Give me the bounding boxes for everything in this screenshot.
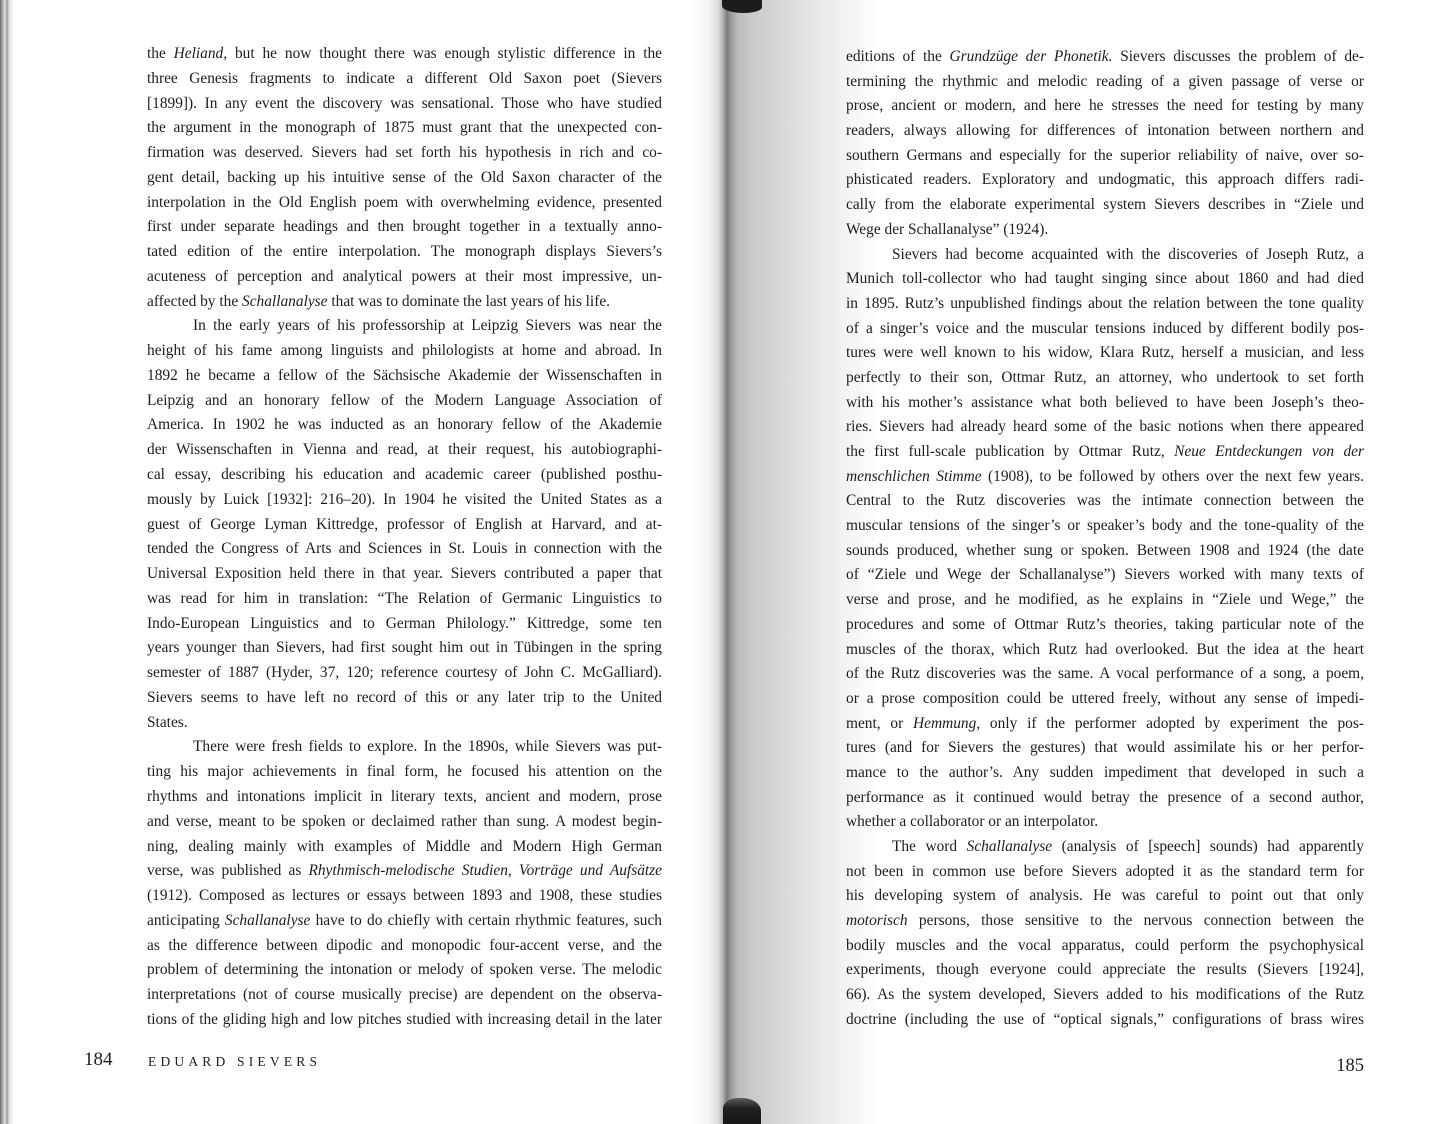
text-line [147, 785, 662, 810]
text-line [147, 562, 662, 587]
text-line [846, 662, 1364, 687]
text-run: phisticated readers. Exploratory and undogmatic, this approach differs radi- [846, 171, 1364, 189]
text-line [846, 687, 1364, 712]
text-line [147, 364, 662, 389]
text-line [846, 860, 1364, 885]
text-line [846, 810, 1364, 835]
text-line [147, 810, 662, 835]
italic-text-run: motorisch [846, 912, 908, 930]
text-line [147, 463, 662, 488]
text-run: In the early years of his professorship at Leipzig Sievers was near the [193, 317, 662, 335]
text-line [846, 292, 1364, 317]
running-head: EDUARD SIEVERS [148, 1054, 322, 1069]
text-line [846, 958, 1364, 983]
text-line [147, 859, 662, 884]
text-run: semester of 1887 (Hyder, 37, 120; reference courtesy of John C. McGalliard). [147, 664, 662, 682]
text-run: with his mother’s assistance what both believed to have been Joseph’s theo- [846, 393, 1364, 411]
italic-text-run: Rhythmisch-melodische Studien, Vorträge und Aufsätze [308, 862, 662, 880]
text-line [147, 141, 662, 166]
text-run: readers, always allowing for differences of intonation between northern and [846, 122, 1364, 140]
text-line [846, 341, 1364, 366]
text-line [846, 45, 1364, 70]
text-line [147, 339, 662, 364]
text-line [147, 760, 662, 785]
text-run: rhythms and intonations implicit in literary texts, ancient and modern, prose [147, 787, 662, 805]
text-run: of a singer’s voice and the muscular tensions induced by different bodily pos- [846, 319, 1364, 337]
text-line [147, 958, 662, 983]
text-line [147, 240, 662, 265]
text-run: the [147, 45, 174, 62]
text-run: first under separate headings and then brought together in a textually anno- [147, 218, 662, 236]
text-line [846, 613, 1364, 638]
text-line [147, 166, 662, 191]
text-run: anticipating [147, 911, 225, 929]
page-number-left: 184 [84, 1049, 113, 1070]
text-run: that was to dominate the last years of his life. [327, 292, 611, 310]
text-run: affected by the [147, 292, 243, 310]
text-run: interpolation in the Old English poem with overwhelming evidence, presented [147, 193, 662, 211]
italic-text-run: Neue Entdeckungen von der [1174, 443, 1364, 460]
text-run: only if the performer adopted by experiment the pos- [980, 714, 1364, 732]
text-line [147, 215, 662, 240]
text-run: was read for him in translation: “The Relation of Germanic Linguistics to [147, 589, 662, 607]
text-line [147, 389, 662, 414]
text-run: procedures and some of Ottmar Rutz’s theories, taking particular note of the [846, 615, 1364, 633]
text-run: 66). As the system developed, Sievers added to his modifications of the Rutz [846, 986, 1364, 1004]
text-line [846, 786, 1364, 811]
text-run: his developing system of analysis. He was careful to point out that only [846, 887, 1364, 905]
text-line [147, 1008, 662, 1033]
text-line [147, 711, 662, 736]
text-line [147, 835, 662, 860]
text-run: 1892 he became a fellow of the Sächsische Akademie der Wissenschaften in [147, 366, 662, 384]
text-run: cal essay, describing his education and academic career (published posthu- [147, 466, 662, 484]
text-run: Munich toll-collector who had taught singing since about 1860 and had died [846, 270, 1364, 288]
text-run: whether a collaborator or an interpolator. [846, 813, 1099, 831]
text-run: prose, ancient or modern, and here he stresses the need for testing by many [846, 97, 1364, 115]
text-run: editions of the [846, 48, 950, 65]
text-line [846, 218, 1364, 243]
text-run: States. [147, 713, 188, 731]
text-run: three Genesis fragments to indicate a different Old Saxon poet (Sievers [147, 69, 662, 87]
text-run: but he now thought there was enough stylistic difference in the [227, 45, 662, 62]
text-run: Sievers seems to have left no record of this or any later trip to the United [147, 688, 662, 706]
text-run: tures were well known to his widow, Klara Rutz, herself a musician, and less [846, 344, 1364, 362]
page-number-right: 185 [1336, 1056, 1364, 1076]
text-line [846, 193, 1364, 218]
text-line [846, 835, 1364, 860]
text-run: in 1895. Rutz’s unpublished findings about the relation between the tone quality [846, 294, 1364, 312]
text-line [147, 612, 662, 637]
text-run: ning, dealing mainly with examples of Middle and Modern High German [147, 837, 662, 855]
text-line [147, 537, 662, 562]
text-run: cally from the elaborate experimental system Sievers describes in “Ziele und [846, 196, 1364, 214]
text-run: Indo-European Linguistics and to German Philology.” Kittredge, some ten [147, 614, 662, 632]
binding-fold-top [722, 0, 762, 13]
text-run: have to do chiefly with certain rhythmic features, such [310, 911, 662, 929]
text-run: acuteness of perception and analytical powers at their most impressive, un- [147, 267, 662, 285]
text-run: (1908), to be followed by others over the next few years. [981, 467, 1364, 485]
text-run: ries. Sievers had already heard some of the basic notions when there appeared [846, 418, 1364, 436]
binding-fold-bottom [723, 1098, 761, 1124]
text-run: height of his fame among linguists and philologists at home and abroad. In [147, 342, 662, 360]
text-line [846, 761, 1364, 786]
text-run: the argument in the monograph of 1875 must grant that the unexpected con- [147, 119, 662, 137]
text-run: gent detail, backing up his intuitive sense of the Old Saxon character of the [147, 168, 662, 186]
text-run: doctrine (including the use of “optical signals,” configurations of brass wires [846, 1010, 1364, 1028]
text-line [147, 438, 662, 463]
text-line [846, 884, 1364, 909]
text-line [846, 70, 1364, 95]
text-run: the first full-scale publication by Ottmar Rutz, [846, 443, 1175, 460]
left-page-body [147, 42, 662, 1033]
text-line [147, 983, 662, 1008]
text-line [846, 539, 1364, 564]
text-line [846, 267, 1364, 292]
text-run: Wege der Schallanalyse” (1924). [846, 220, 1049, 238]
text-run: Central to the Rutz discoveries was the intimate connection between the [846, 492, 1364, 510]
text-run: muscles of the thorax, which Rutz had overlooked. But the idea at the heart [846, 640, 1364, 658]
text-run: Universal Exposition held there in that year. Sievers contributed a paper that [147, 565, 662, 583]
text-line [846, 638, 1364, 663]
text-run: [1899]). In any event the discovery was sensational. Those who have studied [147, 94, 662, 112]
text-run: perfectly to their son, Ottmar Rutz, an attorney, who undertook to set forth [846, 368, 1364, 386]
text-line [846, 94, 1364, 119]
text-line [846, 465, 1364, 490]
text-run: der Wissenschaften in Vienna and read, at their request, his autobiographi- [147, 441, 662, 459]
text-line [147, 909, 662, 934]
italic-text-run: Heliand, [173, 45, 228, 62]
right-page-body [846, 45, 1364, 1033]
text-line [846, 909, 1364, 934]
text-line [147, 314, 662, 339]
text-run: problem of determining the intonation or melody of spoken verse. The melodic [147, 961, 662, 979]
text-run: tures (and for Sievers the gestures) that would assimilate his or her perfor- [846, 739, 1364, 757]
italic-text-run: Grundzüge der Phonetik. [949, 48, 1113, 65]
text-line [147, 191, 662, 216]
text-line [846, 934, 1364, 959]
text-run: firmation was deserved. Sievers had set forth his hypothesis in rich and co- [147, 144, 662, 162]
text-run: tended the Congress of Arts and Sciences in St. Louis in connection with the [147, 540, 662, 558]
text-line [846, 588, 1364, 613]
text-run: Sievers discusses the problem of de- [1112, 48, 1364, 65]
text-run: mously by Luick [1932]: 216–20). In 1904 he visited the United States as a [147, 490, 662, 508]
text-run: Leipzig and an honorary fellow of the Modern Language Association of [147, 391, 662, 409]
text-run: southern Germans and especially for the superior reliability of naive, over so- [846, 146, 1364, 164]
text-line [846, 514, 1364, 539]
text-line [846, 563, 1364, 588]
text-run: of the Rutz discoveries was the same. A vocal performance of a song, a poem, [846, 665, 1364, 683]
text-line [846, 144, 1364, 169]
text-line [147, 686, 662, 711]
text-run: muscular tensions of the singer’s or speaker’s body and the tone-quality of the [846, 517, 1364, 535]
text-run: There were fresh fields to explore. In the 1890s, while Sievers was put- [193, 738, 662, 756]
text-run: or a prose composition could be uttered freely, without any sense of impedi- [846, 689, 1364, 707]
text-line [147, 884, 662, 909]
text-run: ment, or [846, 714, 914, 732]
text-line [147, 513, 662, 538]
text-line [147, 934, 662, 959]
text-line [846, 983, 1364, 1008]
text-line [147, 92, 662, 117]
text-run: performance as it continued would betray the presence of a second author, [846, 788, 1364, 806]
text-run: termining the rhythmic and melodic reading of a given passage of verse or [846, 72, 1364, 90]
text-line [147, 42, 662, 67]
italic-text-run: Schallanalyse [242, 292, 328, 310]
text-run: and verse, meant to be spoken or declaimed rather than sung. A modest begin- [147, 812, 662, 830]
text-run: Sievers had become acquainted with the discoveries of Joseph Rutz, a [892, 245, 1364, 263]
text-run: verse, was published as [147, 862, 309, 880]
text-run: experiments, though everyone could appreciate the results (Sievers [1924], [846, 961, 1364, 979]
text-line [846, 168, 1364, 193]
text-run: mance to the author’s. Any sudden impediment that developed in such a [846, 763, 1364, 781]
text-line [846, 317, 1364, 342]
text-run: tated edition of the entire interpolation. The monograph displays Sievers’s [147, 243, 662, 261]
text-line [846, 440, 1364, 465]
italic-text-run: menschlichen Stimme [846, 467, 982, 485]
text-line [147, 290, 662, 315]
text-run: tions of the gliding high and low pitches studied with increasing detail in the later [147, 1010, 662, 1028]
text-run: The word [892, 838, 967, 855]
text-line [846, 243, 1364, 268]
text-run: of “Ziele und Wege der Schallanalyse”) Sievers worked with many texts of [846, 566, 1364, 584]
text-line [846, 489, 1364, 514]
text-line [846, 391, 1364, 416]
text-run: guest of George Lyman Kittredge, professor of English at Harvard, and at- [147, 515, 662, 533]
text-line [846, 736, 1364, 761]
italic-text-run: Schallanalyse [224, 911, 311, 929]
text-line [147, 735, 662, 760]
text-run: sounds produced, whether sung or spoken. Between 1908 and 1924 (the date [846, 541, 1364, 559]
text-line [846, 415, 1364, 440]
text-line [147, 265, 662, 290]
text-run: not been in common use before Sievers adopted it as the standard term for [846, 862, 1364, 880]
text-run: (analysis of [speech] sounds) had apparently [1052, 838, 1364, 855]
text-run: bodily muscles and the vocal apparatus, could perform the psychophysical [846, 936, 1364, 954]
text-run: as the difference between dipodic and monopodic four-accent verse, and the [147, 936, 662, 954]
text-run: persons, those sensitive to the nervous connection between the [907, 912, 1364, 930]
text-line [147, 116, 662, 141]
text-line [846, 119, 1364, 144]
text-line [147, 488, 662, 513]
text-line [846, 712, 1364, 737]
text-line [846, 1008, 1364, 1033]
text-line [147, 587, 662, 612]
text-run: verse and prose, and he modified, as he explains in “Ziele und Wege,” the [846, 591, 1364, 609]
text-run: interpretations (not of course musically precise) are dependent on the observa- [147, 986, 662, 1004]
text-run: (1912). Composed as lectures or essays between 1893 and 1908, these studies [147, 887, 662, 905]
text-run: years younger than Sievers, had first sought him out in Tübingen in the spring [147, 639, 662, 657]
text-line [846, 366, 1364, 391]
text-line [147, 661, 662, 686]
text-line [147, 413, 662, 438]
text-line [147, 67, 662, 92]
italic-text-run: Schallanalyse [966, 838, 1053, 855]
text-line [147, 636, 662, 661]
book-edge [0, 0, 14, 1124]
text-run: ting his major achievements in final form, he focused his attention on the [147, 763, 662, 781]
italic-text-run: Hemmung, [913, 714, 981, 732]
text-run: America. In 1902 he was inducted as an honorary fellow of the Akademie [147, 416, 662, 434]
